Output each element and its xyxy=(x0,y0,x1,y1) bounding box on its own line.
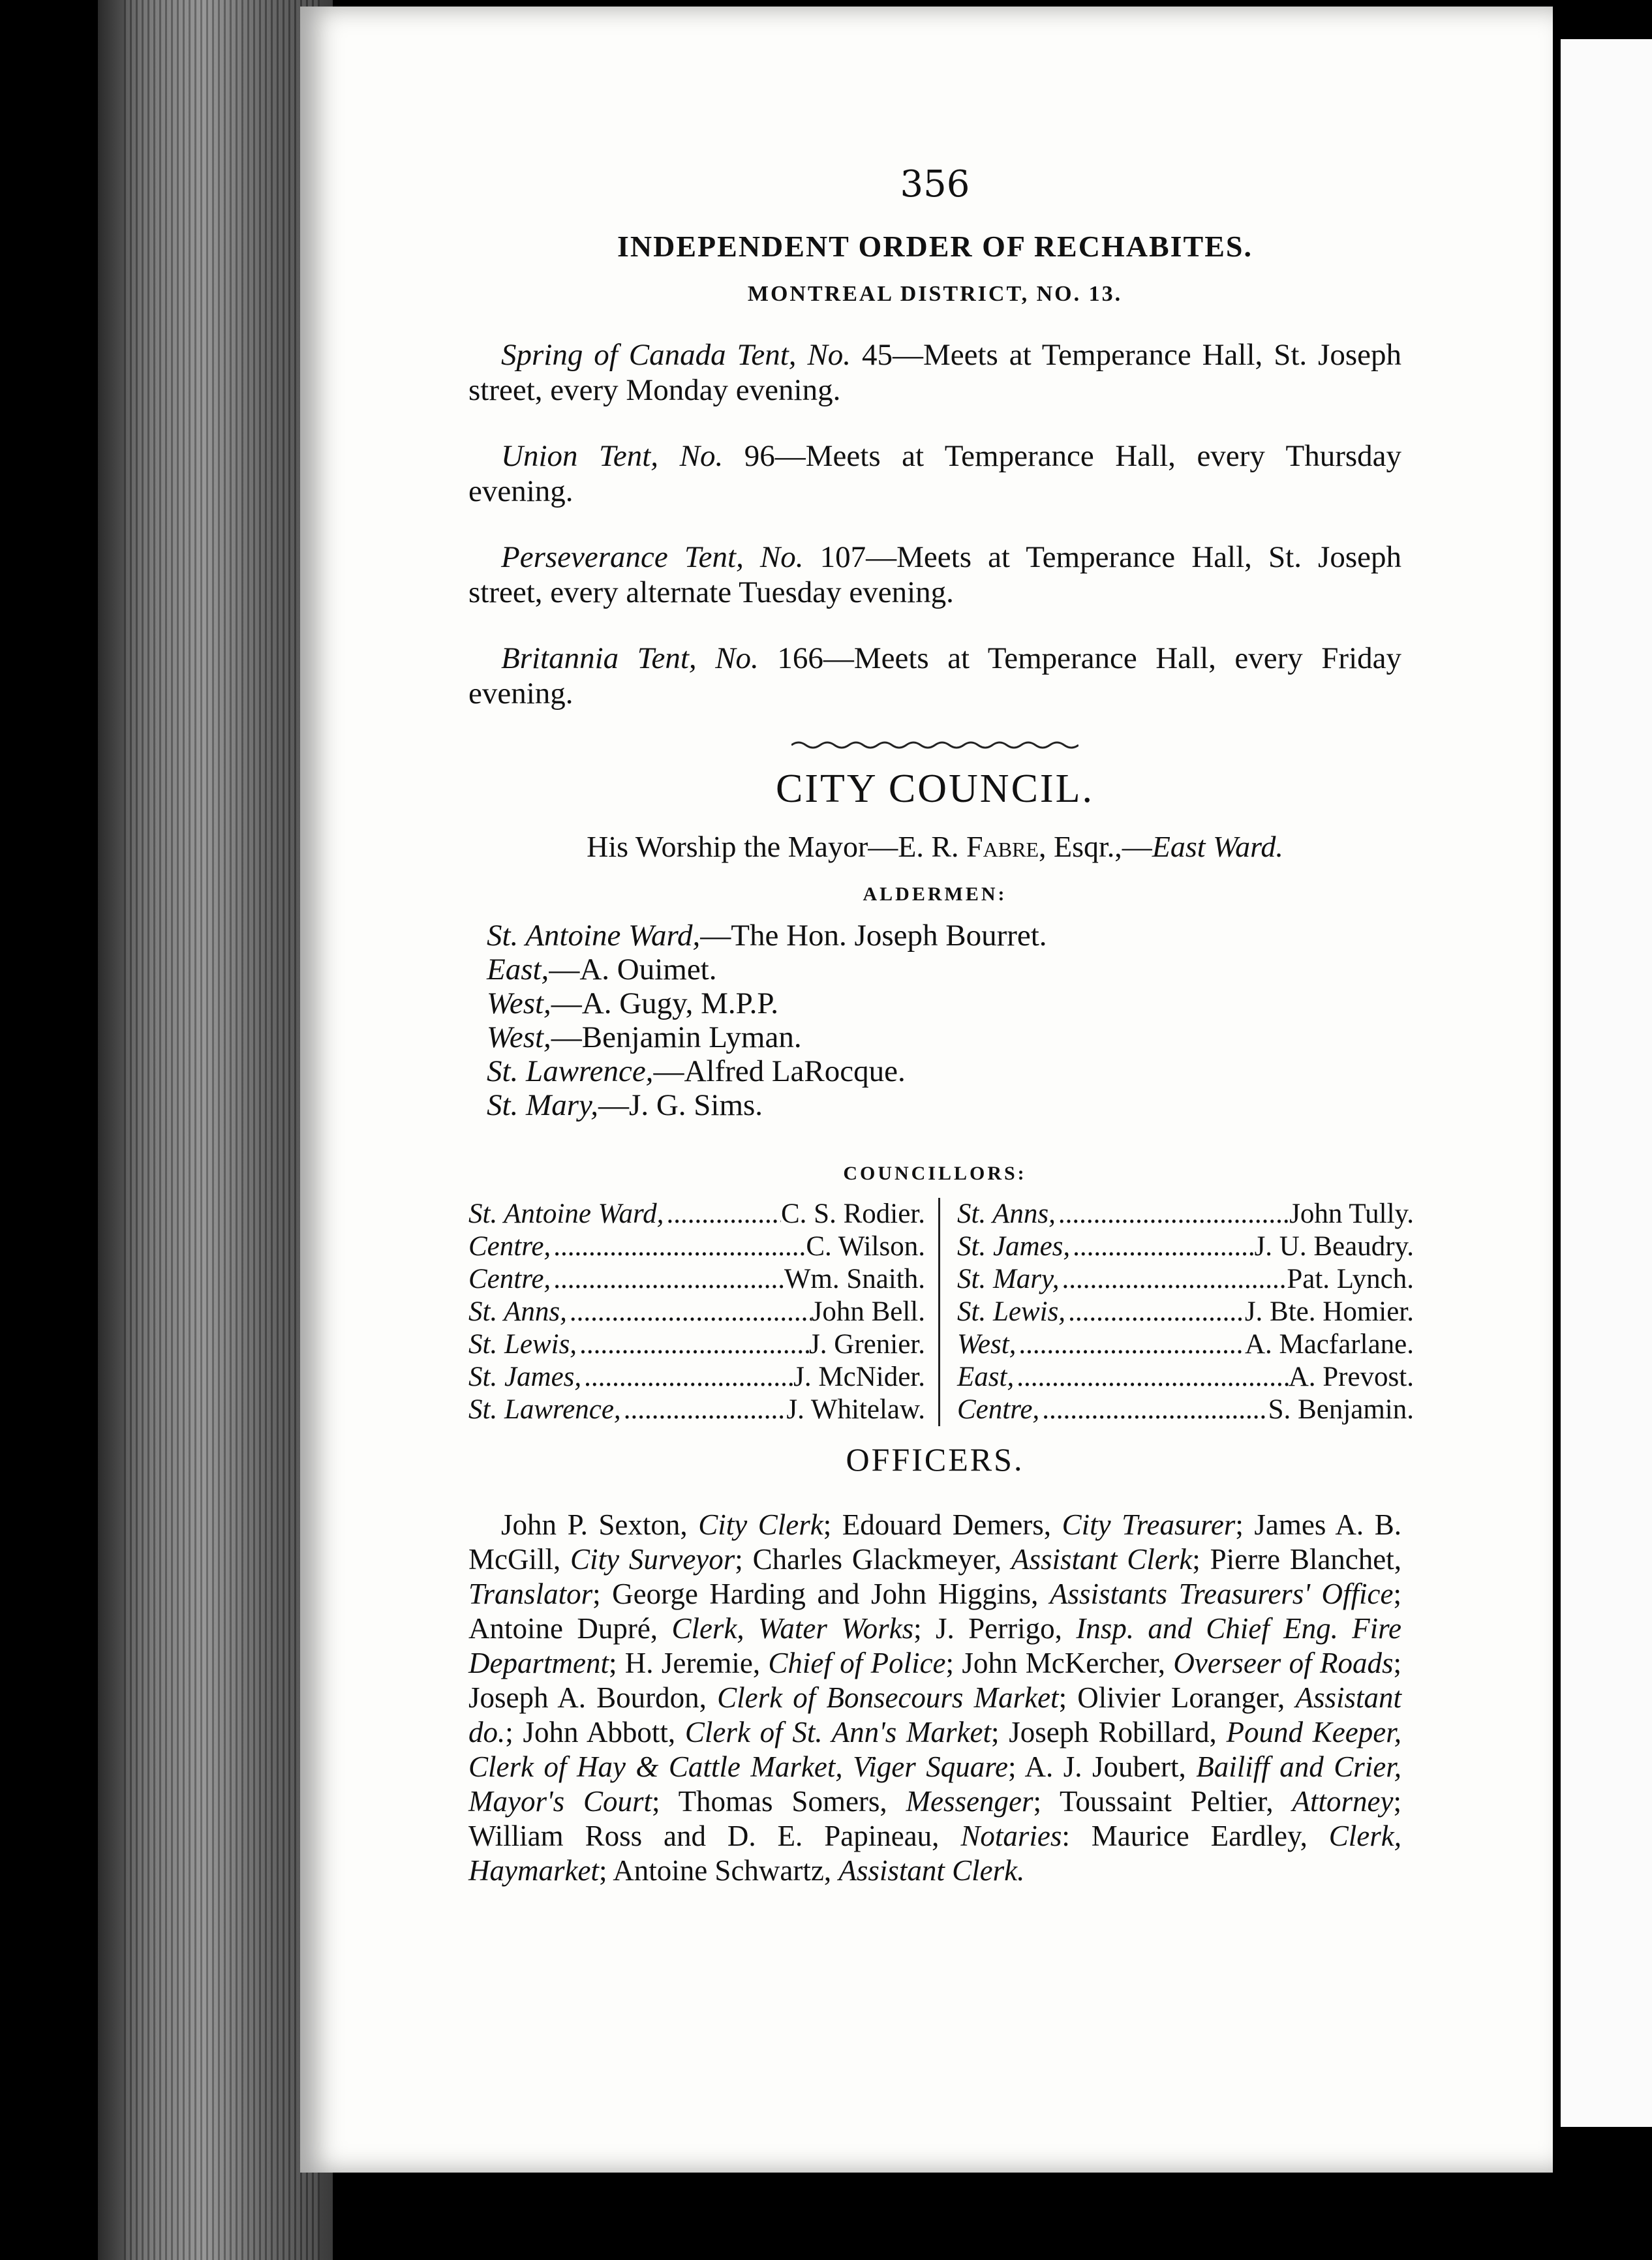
officer-name: ; John Abbott, xyxy=(505,1716,685,1748)
officer-name: ; Pierre Blanchet, xyxy=(1192,1543,1402,1576)
facing-page-edge xyxy=(1561,39,1652,2127)
officer-title: Messenger xyxy=(906,1785,1033,1818)
section-divider xyxy=(791,740,1078,750)
officer-name: ; A. J. Joubert, xyxy=(1008,1750,1197,1783)
officer-name: ; George Harding and John Higgins, xyxy=(592,1578,1050,1610)
officer-title: Chief of Police xyxy=(768,1647,946,1679)
aldermen-list xyxy=(487,919,1401,1122)
councillor-entry: Centre, ..... C. Wilson. xyxy=(468,1230,925,1263)
councillor-entry: St. James, ..... J. McNider. xyxy=(468,1361,925,1394)
officer-name: ; Edouard Demers, xyxy=(823,1508,1062,1541)
page-edges xyxy=(124,0,320,2260)
officer-title: Assistant Clerk xyxy=(1011,1543,1193,1576)
councillors-table xyxy=(468,1198,1414,1426)
alderman-entry: St. Lawrence,—Alfred LaRocque. xyxy=(487,1054,906,1088)
councillors-right-column xyxy=(940,1198,1414,1426)
page-content xyxy=(468,163,1414,1917)
rechabites-title: INDEPENDENT ORDER OF RECHABITES. xyxy=(617,230,1253,263)
councillor-entry: West, ..... A. Macfarlane. xyxy=(957,1328,1414,1361)
mayor-line: His Worship the Mayor—E. R. Fabre, Esqr.,—East Ward. xyxy=(587,830,1283,863)
officer-name: ; Charles Glackmeyer, xyxy=(735,1543,1011,1576)
officer-title: Overseer of Roads xyxy=(1173,1647,1394,1679)
officer-name: ; Joseph Robillard, xyxy=(990,1716,1227,1748)
councillor-entry: St. James, ..... J. U. Beaudry. xyxy=(957,1230,1414,1263)
officers-heading: OFFICERS. xyxy=(846,1441,1024,1478)
officer-name: ; Olivier Loranger, xyxy=(1058,1681,1296,1714)
councillor-entry: St. Anns, ..... John Tully. xyxy=(957,1198,1414,1230)
officer-title: City Clerk xyxy=(698,1508,823,1541)
alderman-entry: East,—A. Ouimet. xyxy=(487,953,717,986)
officer-title: Assistants Treasurers' Office xyxy=(1049,1578,1394,1610)
officer-title: Clerk of Bonsecours Market xyxy=(717,1681,1059,1714)
tent-entry: Union Tent, No. 96—Meets at Temperance Hall, every Thursday evening. xyxy=(468,439,1402,508)
councillor-entry: Centre, ..... Wm. Snaith. xyxy=(468,1263,925,1296)
councillor-entry: Centre, ..... S. Benjamin. xyxy=(957,1394,1414,1426)
officer-title: Attorney xyxy=(1292,1785,1394,1818)
alderman-entry: St. Mary,—J. G. Sims. xyxy=(487,1088,763,1122)
tent-entry: Spring of Canada Tent, No. 45—Meets at Temperance Hall, St. Joseph street, every Monday evening. xyxy=(468,338,1401,407)
officers-paragraph xyxy=(468,1508,1401,1888)
alderman-entry: West,—A. Gugy, M.P.P. xyxy=(487,986,779,1020)
officer-title: Assistant do. xyxy=(468,1681,1401,1748)
alderman-entry: West,—Benjamin Lyman. xyxy=(487,1020,802,1054)
officer-title: City Treasurer xyxy=(1062,1508,1236,1541)
councillor-entry: St. Lawrence, ..... J. Whitelaw. xyxy=(468,1394,925,1426)
councillor-entry: St. Antoine Ward, ..... C. S. Rodier. xyxy=(468,1198,925,1230)
officer-name: ; Joseph A. Bourdon, xyxy=(468,1647,1401,1714)
officer-name: ; Antoine Schwartz, xyxy=(598,1854,839,1887)
officer-name: John P. Sexton, xyxy=(501,1508,699,1541)
officer-title: Assistant Clerk. xyxy=(838,1854,1025,1887)
councillor-entry: St. Lewis, ..... J. Grenier. xyxy=(468,1328,925,1361)
page-number: 356 xyxy=(900,163,970,206)
officer-name: ; H. Jeremie, xyxy=(608,1647,769,1679)
officer-name: ; William Ross and D. E. Papineau, xyxy=(468,1785,1402,1852)
officer-title: Pound Keeper, Clerk of Hay & Cattle Market, Viger Square xyxy=(468,1716,1401,1783)
officer-title: Bailiff and Crier, Mayor's Court xyxy=(468,1750,1402,1818)
officer-title: Notaries xyxy=(960,1820,1062,1852)
councillors-left-column xyxy=(468,1198,940,1426)
officer-title: City Surveyor xyxy=(570,1543,735,1576)
officer-title: Clerk, Water Works xyxy=(671,1612,914,1645)
aldermen-heading: ALDERMEN: xyxy=(863,883,1007,905)
councillor-entry: East, ..... A. Prevost. xyxy=(957,1361,1414,1394)
councillor-entry: St. Anns, ..... John Bell. xyxy=(468,1296,925,1328)
officer-title: Clerk, Haymarket xyxy=(468,1820,1401,1887)
district-heading: MONTREAL DISTRICT, NO. 13. xyxy=(747,282,1123,306)
councillor-entry: St. Mary, ..... Pat. Lynch. xyxy=(957,1263,1414,1296)
officer-name: ; James A. B. McGill, xyxy=(468,1508,1401,1576)
officer-name: ; J. Perrigo, xyxy=(913,1612,1077,1645)
officer-name: ; Toussaint Peltier, xyxy=(1033,1785,1293,1818)
officer-title: Insp. and Chief Eng. Fire Department xyxy=(468,1612,1401,1679)
councillors-heading: COUNCILLORS: xyxy=(843,1163,1027,1184)
officer-name: : Maurice Eardley, xyxy=(1062,1820,1329,1852)
alderman-entry: St. Antoine Ward,—The Hon. Joseph Bourret. xyxy=(487,919,1047,953)
councillor-entry: St. Lewis, ..... J. Bte. Homier. xyxy=(957,1296,1414,1328)
tent-entry: Perseverance Tent, No. 107—Meets at Temperance Hall, St. Joseph street, every alternate Tuesday evening. xyxy=(468,540,1401,609)
tent-entry: Britannia Tent, No. 166—Meets at Temperance Hall, every Friday evening. xyxy=(468,641,1402,710)
officer-title: Translator xyxy=(468,1578,593,1610)
tent-list xyxy=(468,337,1401,711)
officer-name: ; Antoine Dupré, xyxy=(468,1578,1401,1645)
officer-title: Clerk of St. Ann's Market xyxy=(684,1716,991,1748)
officer-name: ; John McKercher, xyxy=(945,1647,1174,1679)
officer-name: ; Thomas Somers, xyxy=(652,1785,906,1818)
city-council-title: CITY COUNCIL. xyxy=(776,767,1094,811)
